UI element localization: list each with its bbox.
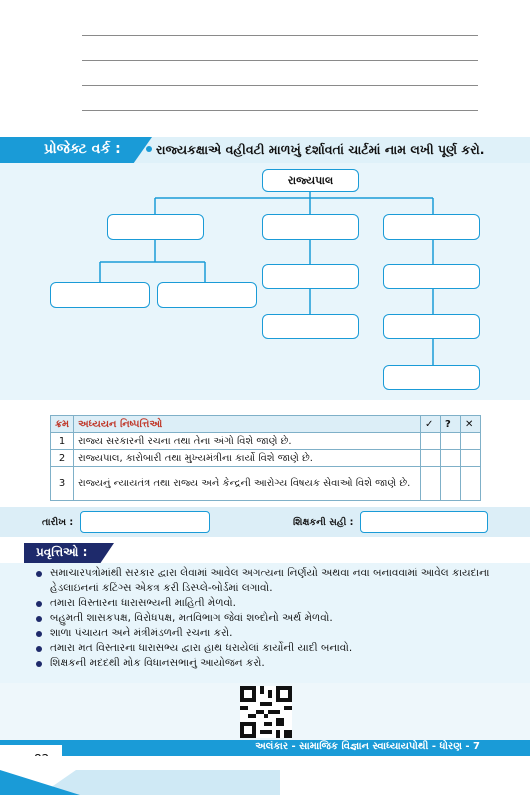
question-cell[interactable] bbox=[441, 433, 461, 450]
learning-outcomes-table bbox=[50, 415, 481, 501]
project-instruction: રાજ્યકક્ષાએ વહીવટી માળખું દર્શાવતાં ચાર્ટમાં નામ લખી પૂર્ણ કરો. bbox=[156, 142, 485, 157]
question-cell[interactable] bbox=[441, 450, 461, 467]
check-cell[interactable] bbox=[421, 433, 441, 450]
check-icon: ✓ bbox=[421, 416, 441, 433]
check-cell[interactable] bbox=[421, 467, 441, 501]
row-num: 3 bbox=[51, 467, 74, 501]
chart-node-blank[interactable] bbox=[383, 365, 480, 390]
footer-decoration bbox=[40, 770, 280, 795]
cross-cell[interactable] bbox=[461, 467, 481, 501]
list-item: તમારા વિસ્તારના ધારાસભ્યની માહિતી મેળવો. bbox=[36, 596, 506, 611]
activities-title: પ્રવૃત્તિઓ : bbox=[36, 545, 88, 559]
row-text: રાજ્યનું ન્યાયતંત્ર તથા રાજ્ય અને કેન્દ્રની આરોગ્ય વિષયક સેવાઓ વિશે જાણે છે. bbox=[74, 467, 421, 501]
cross-cell[interactable] bbox=[461, 450, 481, 467]
cross-icon: ✕ bbox=[461, 416, 481, 433]
chart-node-blank[interactable] bbox=[383, 314, 480, 339]
chart-node-blank[interactable] bbox=[383, 214, 480, 240]
list-item: તમારા મત વિસ્તારના ધારાસભ્ય દ્વારા હાથ ધરાયેલાં કાર્યોની યાદી બનાવો. bbox=[36, 641, 506, 656]
project-title: પ્રોજેક્ટ વર્ક : bbox=[44, 141, 121, 157]
row-num: 1 bbox=[51, 433, 74, 450]
cross-cell[interactable] bbox=[461, 433, 481, 450]
qr-code-icon[interactable] bbox=[240, 686, 292, 738]
teacher-signature-label: શિક્ષકની સહી : bbox=[293, 517, 354, 528]
chart-node-blank[interactable] bbox=[262, 214, 359, 240]
table-row bbox=[51, 467, 481, 501]
chart-node-blank[interactable] bbox=[383, 264, 480, 289]
chart-node-blank[interactable] bbox=[157, 282, 257, 308]
chart-node-blank[interactable] bbox=[262, 314, 359, 339]
list-item: બહુમતી શાસકપક્ષ, વિરોધપક્ષ, મતવિભાગ જેવાં શબ્દોનો અર્થ મેળવો. bbox=[36, 611, 506, 626]
header-title: અધ્યયન નિષ્પત્તિઓ bbox=[74, 416, 421, 433]
table-header-row bbox=[51, 416, 481, 433]
book-title: અલંકાર - સામાજિક વિજ્ઞાન સ્વાધ્યાયપોથી - ધોરણ - 7 bbox=[255, 741, 480, 752]
table-row bbox=[51, 450, 481, 467]
table-row bbox=[51, 433, 481, 450]
header-num: ક્રમ bbox=[51, 416, 74, 433]
row-text: રાજ્ય સરકારની રચના તથા તેના અંગો વિશે જાણે છે. bbox=[74, 433, 421, 450]
chart-node-blank[interactable] bbox=[107, 214, 204, 240]
check-cell[interactable] bbox=[421, 450, 441, 467]
row-text: રાજ્યપાલ, કારોબારી તથા મુખ્યમંત્રીના કાર્યો વિશે જાણે છે. bbox=[74, 450, 421, 467]
chart-node-blank[interactable] bbox=[50, 282, 150, 308]
date-label: તારીખ : bbox=[42, 517, 74, 528]
activities-list bbox=[36, 566, 506, 671]
row-num: 2 bbox=[51, 450, 74, 467]
question-icon: ? bbox=[441, 416, 461, 433]
chart-node-governor: રાજ્યપાલ bbox=[262, 169, 359, 192]
question-cell[interactable] bbox=[441, 467, 461, 501]
list-item: શાળા પંચાયત અને મંત્રીમંડળની રચના કરો. bbox=[36, 626, 506, 641]
list-item: સમાચારપત્રોમાંથી સરકાર દ્વારા લેવામાં આવેલ અગત્યના નિર્ણયો અથવા નવા બનાવવામાં આવેલ કાયદાના હેડલાઇનનાં કટિંગ્સ એકત્ર કરી ડિસ્પ્લે-બોર્ડમાં લગાવો. bbox=[36, 566, 506, 596]
teacher-signature-field[interactable] bbox=[360, 511, 488, 533]
list-item: શિક્ષકની મદદથી મોક વિધાનસભાનું આયોજન કરો. bbox=[36, 656, 506, 671]
chart-node-blank[interactable] bbox=[262, 264, 359, 289]
date-field[interactable] bbox=[80, 511, 210, 533]
